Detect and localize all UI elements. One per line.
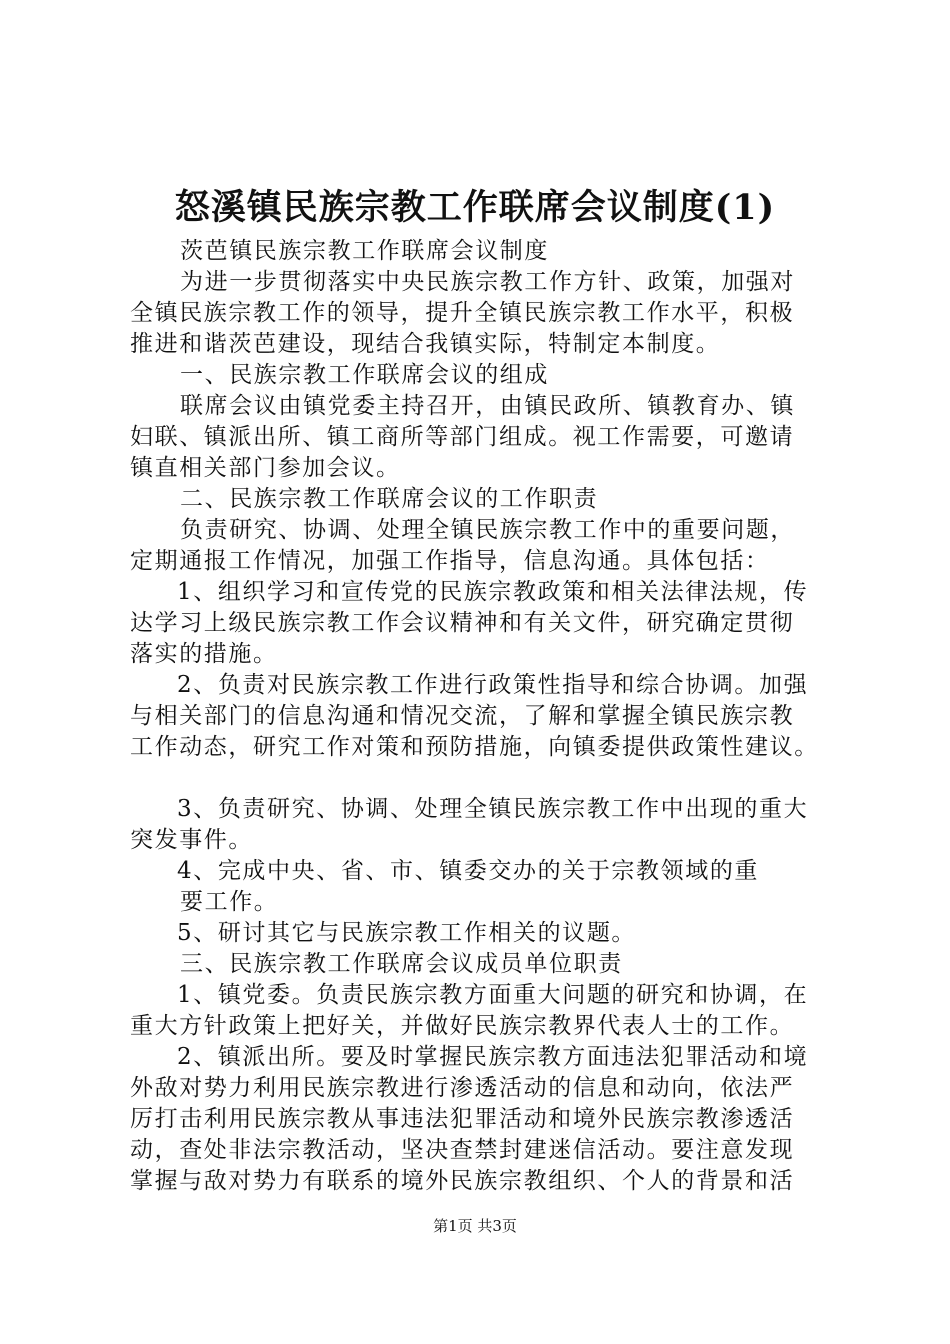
text-line: 外敌对势力利用民族宗教进行渗透活动的信息和动向，依法严 xyxy=(130,1075,795,1101)
text-line: 重大方针政策上把好关，并做好民族宗教界代表人士的工作。 xyxy=(130,1013,795,1039)
text-line: 三、民族宗教工作联席会议成员单位职责 xyxy=(180,951,623,977)
text-line: 2、镇派出所。要及时掌握民族宗教方面违法犯罪活动和境 xyxy=(177,1044,809,1070)
text-line: 掌握与敌对势力有联系的境外民族宗教组织、个人的背景和活 xyxy=(130,1168,795,1194)
text-line: 厉打击利用民族宗教从事违法犯罪活动和境外民族宗教渗透活 xyxy=(130,1106,795,1132)
text-line: 一、民族宗教工作联席会议的组成 xyxy=(180,362,549,388)
text-line: 要工作。 xyxy=(180,889,279,915)
text-line: 1、组织学习和宣传党的民族宗教政策和相关法律法规，传 xyxy=(177,579,809,605)
text-line: 负责研究、协调、处理全镇民族宗教工作中的重要问题， xyxy=(180,517,795,543)
text-line: 突发事件。 xyxy=(130,827,253,853)
text-line: 茨芭镇民族宗教工作联席会议制度 xyxy=(180,238,549,264)
text-line: 为进一步贯彻落实中央民族宗教工作方针、政策，加强对 xyxy=(180,269,795,295)
text-line: 妇联、镇派出所、镇工商所等部门组成。视工作需要，可邀请 xyxy=(130,424,795,450)
text-line: 工作动态，研究工作对策和预防措施，向镇委提供政策性建议。 xyxy=(130,734,819,760)
text-line: 镇直相关部门参加会议。 xyxy=(130,455,401,481)
page-number-footer: 第1页 共3页 xyxy=(433,1217,517,1235)
text-line: 5、研讨其它与民族宗教工作相关的议题。 xyxy=(177,920,637,946)
text-line: 动，查处非法宗教活动，坚决查禁封建迷信活动。要注意发现 xyxy=(130,1137,795,1163)
text-line: 1、镇党委。负责民族宗教方面重大问题的研究和协调，在 xyxy=(177,982,809,1008)
text-line: 4、完成中央、省、市、镇委交办的关于宗教领域的重 xyxy=(177,858,760,884)
blank-line xyxy=(130,763,850,794)
document-title: 怒溪镇民族宗教工作联席会议制度(1) xyxy=(174,187,776,228)
text-line: 与相关部门的信息沟通和情况交流，了解和掌握全镇民族宗教 xyxy=(130,703,795,729)
text-line: 3、负责研究、协调、处理全镇民族宗教工作中出现的重大 xyxy=(177,796,809,822)
text-line: 2、负责对民族宗教工作进行政策性指导和综合协调。加强 xyxy=(177,672,809,698)
text-line: 达学习上级民族宗教工作会议精神和有关文件，研究确定贯彻 xyxy=(130,610,795,636)
text-line: 全镇民族宗教工作的领导，提升全镇民族宗教工作水平，积极 xyxy=(130,300,795,326)
text-line: 联席会议由镇党委主持召开，由镇民政所、镇教育办、镇 xyxy=(180,393,795,419)
text-line: 二、民族宗教工作联席会议的工作职责 xyxy=(180,486,599,512)
text-line: 落实的措施。 xyxy=(130,641,278,667)
document-body xyxy=(130,236,850,1197)
text-line: 定期通报工作情况，加强工作指导，信息沟通。具体包括： xyxy=(130,548,770,574)
text-line: 推进和谐茨芭建设，现结合我镇实际，特制定本制度。 xyxy=(130,331,721,357)
